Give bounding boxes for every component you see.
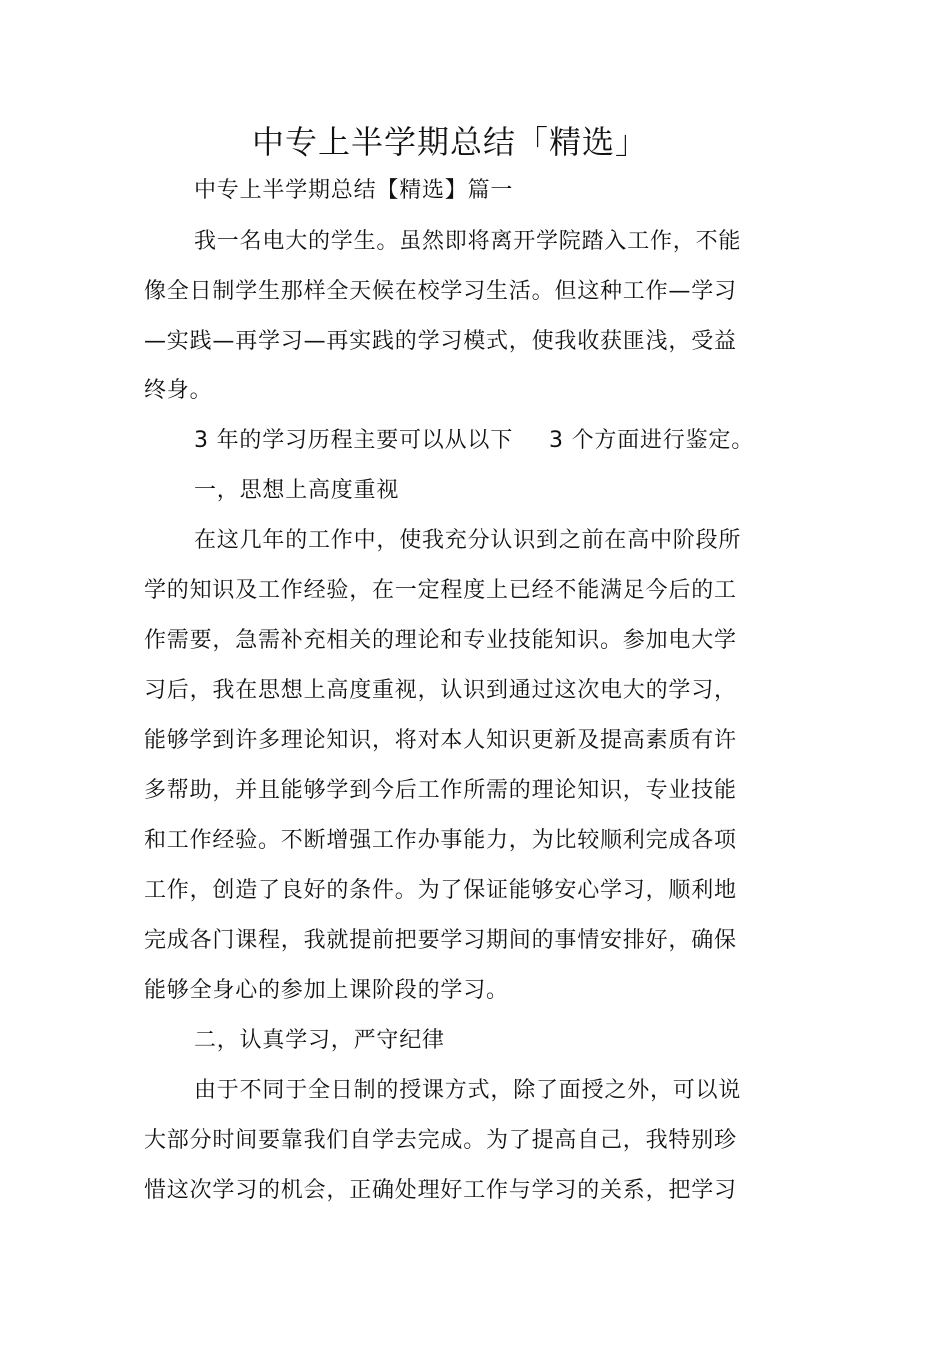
paragraph-line: 学的知识及工作经验，在一定程度上已经不能满足今后的工 [144, 578, 737, 603]
paragraph-line: 习后，我在思想上高度重视，认识到通过这次电大的学习， [144, 678, 737, 703]
paragraph-text: 3 年的学习历程主要可以从以下 [194, 428, 513, 453]
paragraph-line [194, 426, 754, 456]
section-heading: 一，思想上高度重视 [194, 478, 400, 503]
paragraph-line: 多帮助，并且能够学到今后工作所需的理论知识，专业技能 [144, 778, 737, 803]
paragraph-line: 由于不同于全日制的授课方式，除了面授之外，可以说 [194, 1078, 742, 1103]
paragraph-line: 和工作经验。不断增强工作办事能力，为比较顺利完成各项 [144, 828, 737, 853]
document-title: 中专上半学期总结「精选」 [251, 123, 648, 161]
paragraph-line: 能够学到许多理论知识，将对本人知识更新及提高素质有许 [144, 728, 737, 753]
paragraph-line: 大部分时间要靠我们自学去完成。为了提高自己，我特别珍 [144, 1128, 737, 1153]
paragraph-line: —实践—再学习—再实践的学习模式，使我收获匪浅，受益 [144, 329, 737, 354]
paragraph-line: 我一名电大的学生。虽然即将离开学院踏入工作，不能 [194, 229, 742, 254]
paragraph-line: 作需要，急需补充相关的理论和专业技能知识。参加电大学 [144, 628, 737, 653]
paragraph-line: 像全日制学生那样全天候在校学习生活。但这种工作—学习 [144, 279, 737, 304]
paragraph-line: 终身。 [144, 378, 213, 403]
paragraph-line: 在这几年的工作中，使我充分认识到之前在高中阶段所 [194, 528, 742, 553]
paragraph-line: 完成各门课程，我就提前把要学习期间的事情安排好，确保 [144, 928, 737, 953]
document-subtitle: 中专上半学期总结【精选】篇一 [194, 178, 514, 203]
paragraph-line: 惜这次学习的机会，正确处理好工作与学习的关系，把学习 [144, 1178, 737, 1203]
paragraph-text: 3 个方面进行鉴定。 [549, 428, 754, 453]
paragraph-line: 能够全身心的参加上课阶段的学习。 [144, 978, 509, 1003]
paragraph-line: 工作，创造了良好的条件。为了保证能够安心学习，顺利地 [144, 878, 737, 903]
section-heading: 二，认真学习，严守纪律 [194, 1028, 445, 1053]
